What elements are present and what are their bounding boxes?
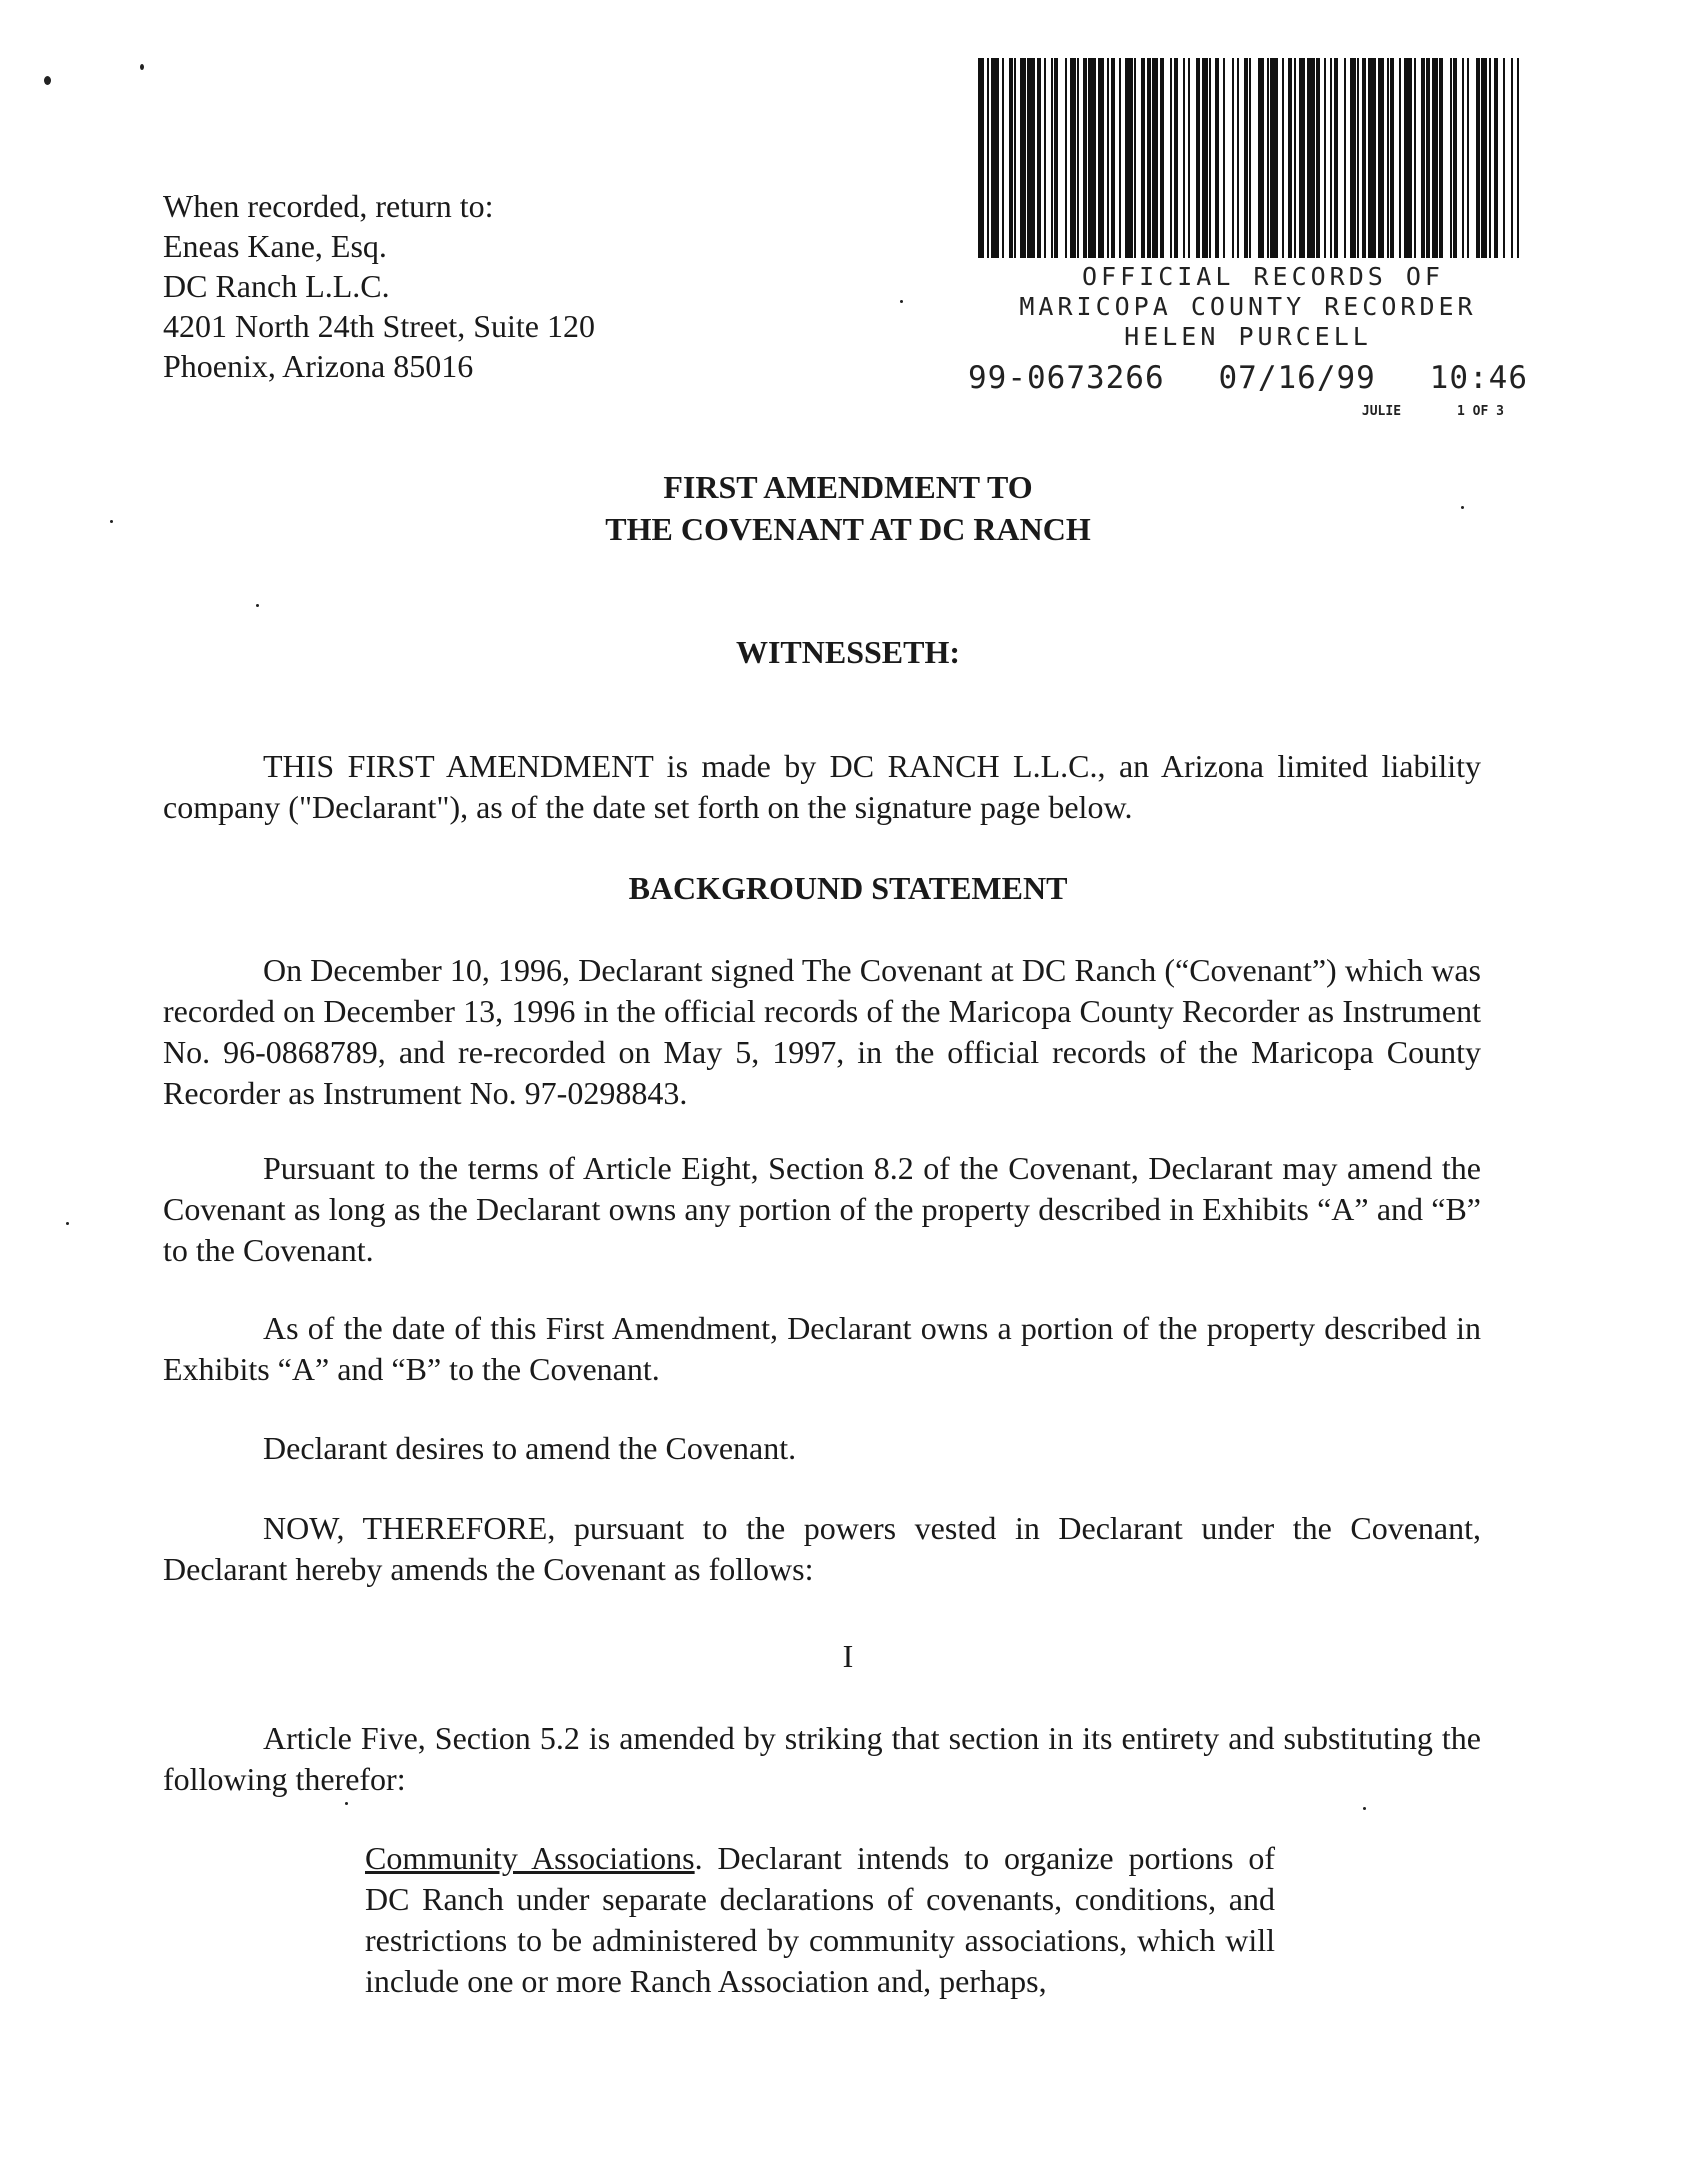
page-count: 1 OF 3 bbox=[1457, 404, 1504, 419]
background-paragraph: On December 10, 1996, Declarant signed The Covenant at DC Ranch (“Covenant”) which was recorded on December 13, 1996 in the official records of the Maricopa County Recorder as Instrument No. 96-0868789, and re-recorded on May 5, 1997, in the official records of the Maricopa County Recorder as Instrument No. 97-0298843. bbox=[163, 952, 1481, 1111]
quoted-section-text: . Declarant intends to organize portions of DC Ranch under separate declarations of covenants, conditions, and restrictions to be administered by community associations, which will include one or more Ranch Association and, perhaps, bbox=[365, 1840, 1276, 1999]
quoted-section bbox=[365, 1838, 1275, 2002]
section-number: I bbox=[842, 1638, 854, 1674]
background-paragraph: NOW, THEREFORE, pursuant to the powers vested in Declarant under the Covenant, Declarant hereby amends the Covenant as follows: bbox=[163, 1510, 1481, 1587]
background-paragraph: Pursuant to the terms of Article Eight, Section 8.2 of the Covenant, Declarant may amend the Covenant as long as the Declarant owns any portion of the property described in Exhibits “A” and “B” to the Covenant. bbox=[163, 1150, 1481, 1268]
return-address bbox=[163, 186, 723, 386]
stamp-footer bbox=[968, 404, 1528, 419]
return-line: When recorded, return to: bbox=[163, 188, 494, 224]
intro-paragraph: THIS FIRST AMENDMENT is made by DC RANCH L.L.C., an Arizona limited liability company ("Declarant"), as of the date set forth on the signature page below. bbox=[163, 748, 1481, 825]
quoted-section-heading: Community Associations bbox=[365, 1840, 695, 1876]
return-line: Eneas Kane, Esq. bbox=[163, 228, 387, 264]
recorder-stamp bbox=[968, 262, 1528, 419]
document-title bbox=[0, 466, 1696, 550]
stamp-record-row bbox=[968, 360, 1528, 396]
record-time: 10:46 bbox=[1429, 360, 1528, 396]
background-paragraph: Declarant desires to amend the Covenant. bbox=[263, 1430, 797, 1466]
witnesseth-heading: WITNESSETH: bbox=[735, 634, 961, 670]
return-line: Phoenix, Arizona 85016 bbox=[163, 348, 474, 384]
background-heading: BACKGROUND STATEMENT bbox=[628, 870, 1068, 906]
stamp-line: OFFICIAL RECORDS OF bbox=[1082, 262, 1444, 291]
stamp-line: MARICOPA COUNTY RECORDER bbox=[1019, 292, 1477, 321]
amendment-intro: Article Five, Section 5.2 is amended by striking that section in its entirety and substituting the following therefor: bbox=[163, 1720, 1481, 1797]
return-line: 4201 North 24th Street, Suite 120 bbox=[163, 308, 595, 344]
stamp-line: HELEN PURCELL bbox=[1124, 322, 1372, 351]
return-line: DC Ranch L.L.C. bbox=[163, 268, 390, 304]
record-date: 07/16/99 bbox=[1218, 360, 1376, 396]
title-line: FIRST AMENDMENT TO bbox=[663, 469, 1033, 505]
instrument-number: 99-0673266 bbox=[968, 360, 1165, 396]
background-paragraph: As of the date of this First Amendment, Declarant owns a portion of the property described in Exhibits “A” and “B” to the Covenant. bbox=[163, 1310, 1481, 1387]
title-line: THE COVENANT AT DC RANCH bbox=[605, 511, 1091, 547]
clerk-name: JULIE bbox=[1361, 404, 1402, 419]
barcode bbox=[978, 58, 1522, 258]
